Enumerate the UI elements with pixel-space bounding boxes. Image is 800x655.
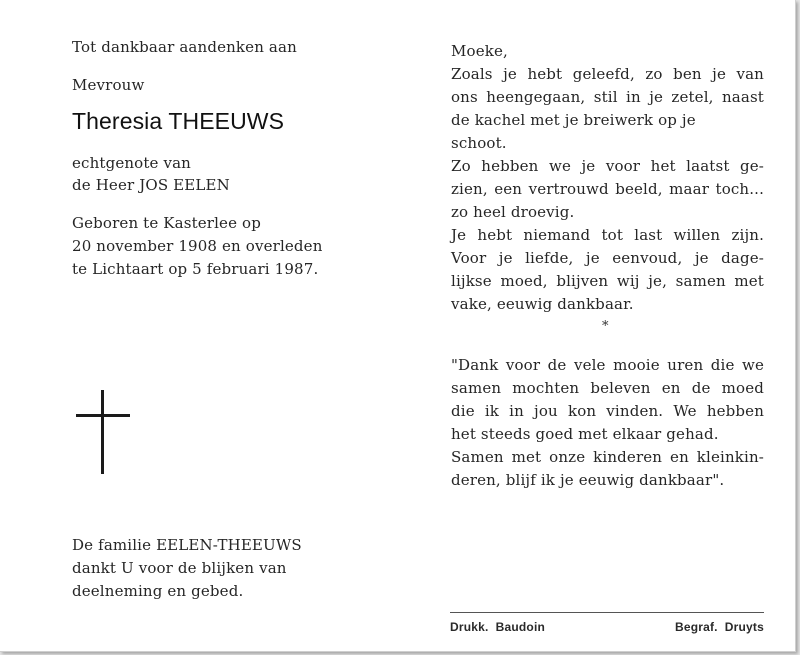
- deceased-name: Theresia THEEUWS: [72, 108, 285, 134]
- quote-line: samen mochten beleven en de moed: [451, 379, 764, 397]
- cross-icon: [76, 390, 130, 474]
- poem-line: schoot.: [451, 134, 507, 152]
- poem-line: vake, eeuwig dankbaar.: [451, 295, 634, 313]
- undertaker-credit: Begraf. Druyts: [674, 620, 764, 634]
- poem: [451, 40, 764, 316]
- quote-line: die ik in jou kon vinden. We hebben: [451, 402, 764, 420]
- family-thanks: [72, 534, 302, 603]
- poem-line: Zo hebben we je voor het laatst ge-: [451, 157, 764, 175]
- quote-line: Samen met onze kinderen en kleinkin-: [451, 448, 764, 466]
- thanks-line: deelneming en gebed.: [72, 582, 244, 600]
- quote-line: het steeds goed met elkaar gehad.: [451, 425, 719, 443]
- thanks-line: dankt U voor de blijken van: [72, 559, 287, 577]
- intro-text: Tot dankbaar aandenken aan: [72, 38, 297, 56]
- poem-line: ons heengegaan, stil in je zetel, naast: [451, 88, 764, 106]
- date-line: Geboren te Kasterlee op: [72, 214, 261, 232]
- title-prefix: Mevrouw: [72, 76, 145, 94]
- separator-asterisk: *: [602, 319, 609, 334]
- footer-divider: [450, 612, 764, 613]
- quote-line: "Dank voor de vele mooie uren die we: [451, 356, 764, 374]
- quote: [451, 354, 764, 492]
- thanks-line: De familie EELEN-THEEUWS: [72, 536, 302, 554]
- quote-line: deren, blijf ik je eeuwig dankbaar".: [451, 471, 725, 489]
- footer: [450, 620, 764, 634]
- birth-death-info: [72, 212, 323, 281]
- poem-line: zien, een vertrouwd beeld, maar toch...: [451, 180, 764, 198]
- poem-line: Moeke,: [451, 42, 508, 60]
- spouse-info: [72, 152, 230, 196]
- poem-line: zo heel droevig.: [451, 203, 575, 221]
- date-line: te Lichtaart op 5 februari 1987.: [72, 260, 319, 278]
- poem-line: de kachel met je breiwerk op je: [451, 111, 696, 129]
- poem-line: lijkse moed, blijven wij je, samen met: [451, 272, 764, 290]
- poem-line: Voor je liefde, je eenvoud, je dage-: [451, 249, 764, 267]
- spouse-line: echtgenote van: [72, 154, 191, 172]
- date-line: 20 november 1908 en overleden: [72, 237, 323, 255]
- poem-line: Je hebt niemand tot last willen zijn.: [451, 226, 764, 244]
- printer-credit: Drukk. Baudoin: [450, 620, 546, 634]
- spouse-line: de Heer JOS EELEN: [72, 176, 230, 194]
- poem-line: Zoals je hebt geleefd, zo ben je van: [451, 65, 764, 83]
